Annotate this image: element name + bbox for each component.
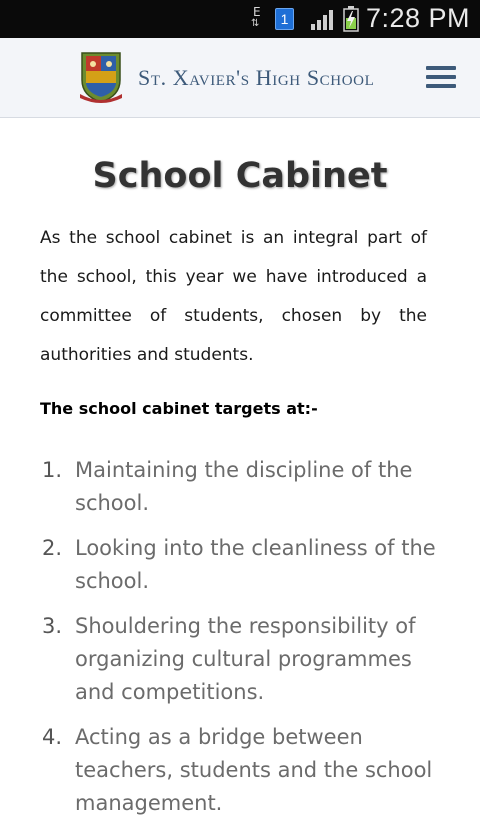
clock: 7:28 PM	[366, 3, 471, 33]
list-item	[40, 721, 440, 820]
targets-heading: The school cabinet targets at:-	[40, 399, 318, 418]
list-item-number: 2.	[42, 536, 63, 560]
school-crest-logo[interactable]	[78, 50, 124, 104]
list-item-text: Looking into the cleanliness of the school.	[75, 536, 436, 593]
list-item-number: 1.	[42, 458, 63, 482]
list-item-text: Acting as a bridge between teachers, students and the school management.	[75, 725, 433, 815]
data-e-icon	[250, 6, 266, 32]
list-item-number: 3.	[42, 614, 63, 638]
intro-paragraph: As the school cabinet is an integral part of the school, this year we have introduced a committee of students, chosen by the authorities and students.	[40, 228, 427, 365]
data-type-label: E	[253, 5, 261, 19]
menu-line	[426, 75, 456, 79]
school-name[interactable]: St. Xavier's High School	[138, 65, 375, 90]
list-item-text: Shouldering the responsibility of organizing cultural programmes and competitions.	[75, 614, 416, 704]
page-content[interactable]	[0, 118, 480, 815]
list-item	[40, 610, 440, 709]
list-item	[40, 532, 440, 598]
menu-line	[426, 84, 456, 88]
targets-list	[40, 454, 440, 832]
list-item	[40, 454, 440, 520]
list-item-text: Maintaining the discipline of the school.	[75, 458, 413, 515]
signal-icon	[310, 8, 336, 30]
data-arrows-icon: ⇅	[251, 18, 260, 29]
menu-line	[426, 66, 456, 70]
page-title: School Cabinet	[92, 156, 388, 196]
notification-icon[interactable]: 1	[275, 8, 294, 30]
list-item-number: 4.	[42, 725, 63, 749]
app-header	[0, 38, 480, 118]
hamburger-menu-icon[interactable]	[426, 66, 456, 88]
battery-charging-icon	[343, 6, 359, 32]
status-bar	[0, 0, 480, 38]
